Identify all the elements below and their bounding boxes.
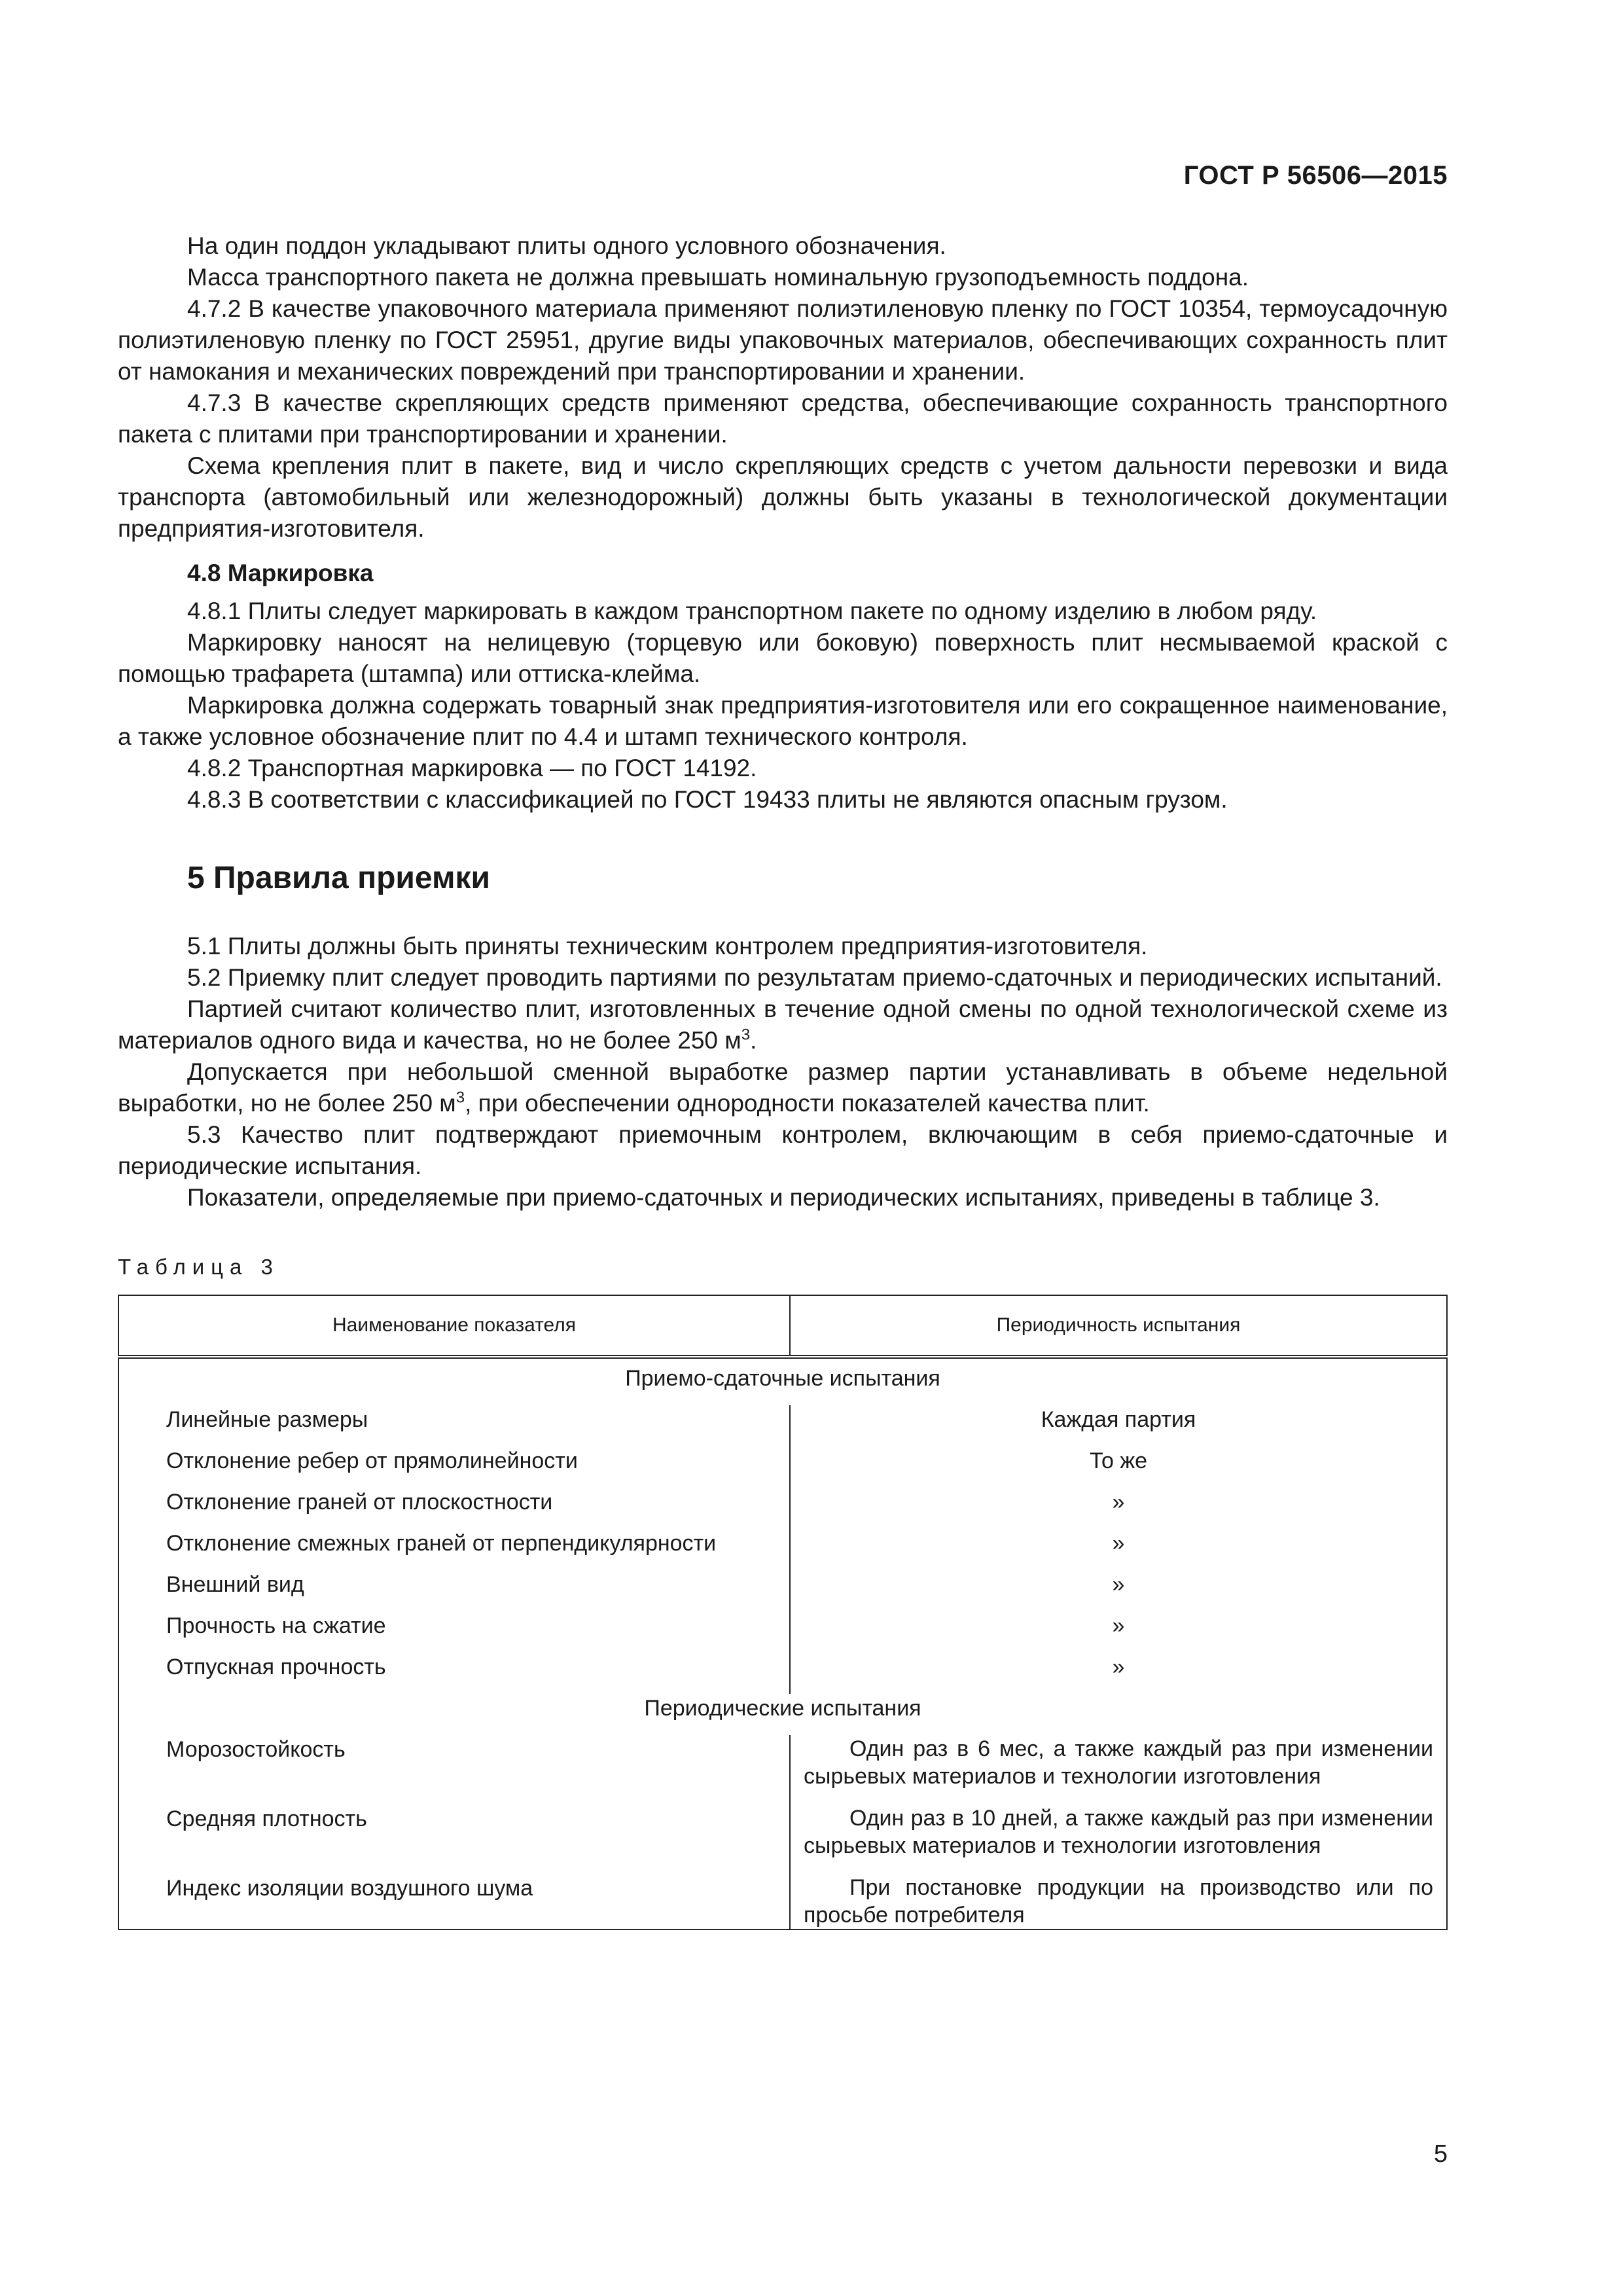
table-group-row (118, 1357, 1447, 1405)
page-body (118, 230, 1448, 1930)
table-caption: Таблица 3 (118, 1255, 279, 1279)
table-group-row (118, 1694, 1447, 1735)
table-cell: » (790, 1488, 1447, 1529)
table-cell: » (790, 1529, 1447, 1570)
table-cell: Средняя плотность (118, 1804, 790, 1874)
page-number: 5 (1433, 2140, 1448, 2168)
table-cell: » (790, 1653, 1447, 1694)
table-header: Наименование показателя (118, 1295, 790, 1357)
table-cell: Один раз в 6 мес, а также каждый раз при изменении сырьевых материалов и технологии изготовления (790, 1735, 1447, 1804)
table-cell: Линейные размеры (118, 1405, 790, 1446)
table-row (118, 1653, 1447, 1694)
paragraph: Маркировку наносят на нелицевую (торцевую или боковую) поверхность плит несмываемой краской с помощью трафарета (штампа) или оттиска-клейма. (118, 629, 1448, 687)
group-title: Приемо-сдаточные испытания (118, 1357, 1447, 1405)
paragraph: 4.8.1 Плиты следует маркировать в каждом транспортном пакете по одному изделию в любом ряду. (187, 598, 1317, 624)
table-3 (118, 1295, 1448, 1930)
table-cell: » (790, 1570, 1447, 1611)
table-cell: » (790, 1611, 1447, 1653)
table-cell: Отклонение граней от плоскостности (118, 1488, 790, 1529)
paragraph: 4.7.2 В качестве упаковочного материала применяют полиэтиленовую пленку по ГОСТ 10354, термоусадочную полиэтиленовую пленку по ГОСТ 25951, другие виды упаковочных материалов, обеспечивающих сохранность плит от намокания и механических повреждений при транспортировании и хранении. (118, 295, 1448, 385)
table-row (118, 1570, 1447, 1611)
paragraph (118, 994, 1448, 1056)
table-row (118, 1446, 1447, 1488)
superscript: 3 (741, 1026, 751, 1044)
paragraph: 5.3 Качество плит подтверждают приемочным контролем, включающим в себя приемо-сдаточные и периодические испытания. (118, 1121, 1448, 1179)
table-cell: Отклонение ребер от прямолинейности (118, 1446, 790, 1488)
section-heading-5: 5 Правила приемки (187, 861, 491, 895)
paragraph-text: . (750, 1027, 757, 1054)
paragraph-text: , при обеспечении однородности показателей качества плит. (465, 1090, 1150, 1117)
paragraph: На один поддон укладывают плиты одного условного обозначения. (187, 232, 946, 259)
paragraph: 4.8.3 В соответствии с классификацией по ГОСТ 19433 плиты не являются опасным грузом. (187, 786, 1228, 813)
table-row (118, 1874, 1447, 1929)
section-heading-4-8: 4.8 Маркировка (187, 560, 374, 586)
table-row (118, 1529, 1447, 1570)
table-row (118, 1735, 1447, 1804)
paragraph: 5.2 Приемку плит следует проводить партиями по результатам приемо-сдаточных и периодических испытаний. (187, 964, 1442, 991)
paragraph: 5.1 Плиты должны быть приняты техническим контролем предприятия-изготовителя. (187, 933, 1148, 960)
table-cell: Отпускная прочность (118, 1653, 790, 1694)
paragraph (118, 1056, 1448, 1119)
table-row (118, 1804, 1447, 1874)
paragraph: 4.7.3 В качестве скрепляющих средств применяют средства, обеспечивающие сохранность транспортного пакета с плитами при транспортировании и хранении. (118, 389, 1448, 448)
superscript: 3 (455, 1088, 465, 1107)
table-cell: Морозостойкость (118, 1735, 790, 1804)
table-cell: Прочность на сжатие (118, 1611, 790, 1653)
table-row (118, 1611, 1447, 1653)
table-row (118, 1405, 1447, 1446)
table-cell: Один раз в 10 дней, а также каждый раз при изменении сырьевых материалов и технологии изготовления (790, 1804, 1447, 1874)
table-cell: Внешний вид (118, 1570, 790, 1611)
table-cell: То же (790, 1446, 1447, 1488)
paragraph: 4.8.2 Транспортная маркировка — по ГОСТ 14192. (187, 755, 757, 781)
table-header: Периодичность испытания (790, 1295, 1447, 1357)
paragraph-text: Допускается при небольшой сменной выработке размер партии устанавливать в объеме недельной выработки, но не более 250 м (118, 1058, 1448, 1117)
paragraph-text: Партией считают количество плит, изготовленных в течение одной смены по одной технологической схеме из материалов одного вида и качества, но не более 250 м (118, 996, 1448, 1054)
table-cell: При постановке продукции на производство или по просьбе потребителя (790, 1874, 1447, 1929)
paragraph: Маркировка должна содержать товарный знак предприятия-изготовителя или его сокращенное наименование, а также условное обозначение плит по 4.4 и штамп технического контроля. (118, 692, 1448, 750)
document-code: ГОСТ Р 56506—2015 (1183, 161, 1448, 190)
table-row (118, 1488, 1447, 1529)
paragraph: Масса транспортного пакета не должна превышать номинальную грузоподъемность поддона. (187, 264, 1249, 291)
table-cell: Каждая партия (790, 1405, 1447, 1446)
paragraph: Схема крепления плит в пакете, вид и число скрепляющих средств с учетом дальности перевозки и вида транспорта (автомобильный или железнодорожный) должны быть указаны в технологической документации предприятия-изготовителя. (118, 452, 1448, 542)
table-cell: Индекс изоляции воздушного шума (118, 1874, 790, 1929)
group-title: Периодические испытания (118, 1694, 1447, 1735)
paragraph: Показатели, определяемые при приемо-сдаточных и периодических испытаниях, приведены в таблице 3. (187, 1184, 1380, 1211)
table-cell: Отклонение смежных граней от перпендикулярности (118, 1529, 790, 1570)
